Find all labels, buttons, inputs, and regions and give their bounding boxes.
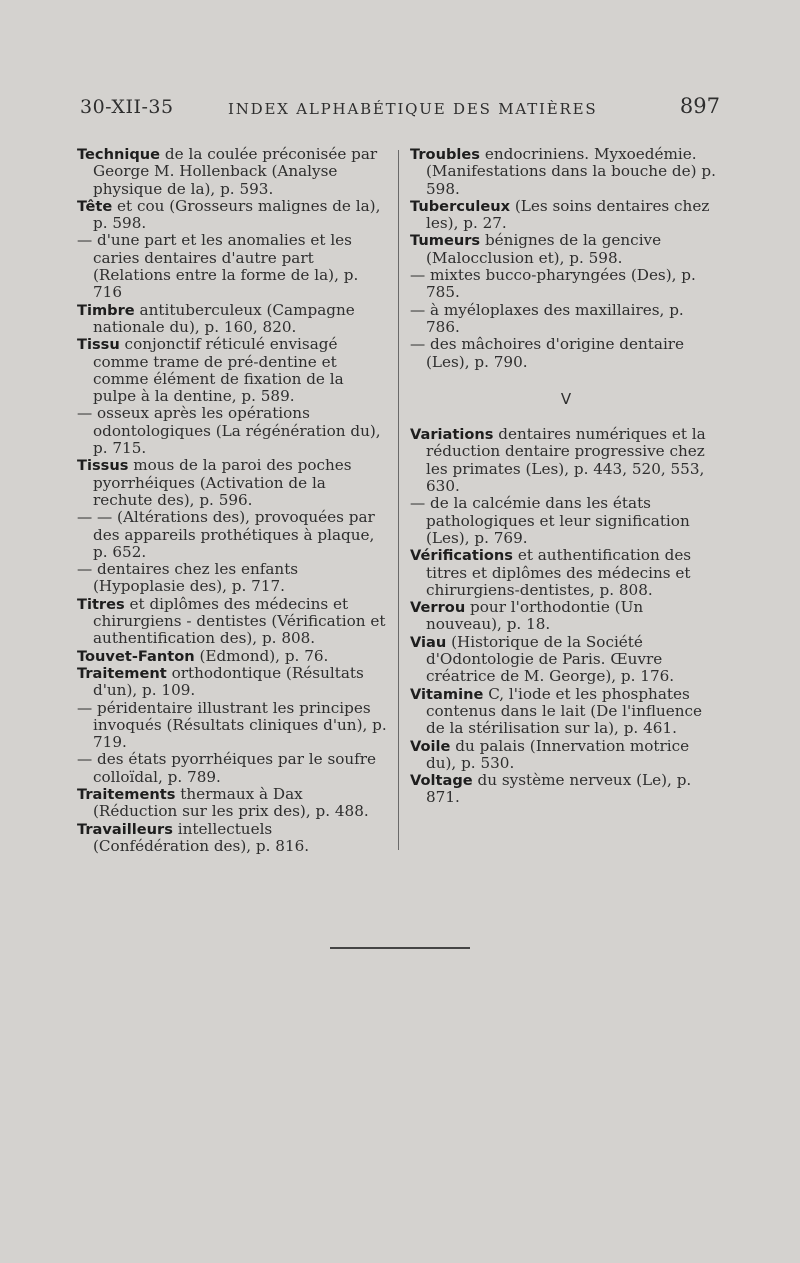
index-entry <box>77 648 389 665</box>
entry-keyword: Variations <box>410 426 494 444</box>
index-entry <box>410 772 722 807</box>
index-entry <box>77 561 389 596</box>
index-entry <box>410 336 722 371</box>
entry-keyword: Technique <box>77 146 161 163</box>
entry-text: pour l'orthodontie (Un nouveau), p. 18. <box>426 598 644 634</box>
entry-text: mous de la paroi des poches pyorrhéiques (Activation de la rechute des), p. 596. <box>93 456 352 509</box>
index-entry <box>77 751 389 786</box>
index-entry <box>77 336 389 405</box>
entry-keyword: Titres <box>77 595 125 613</box>
index-entry <box>410 599 722 634</box>
entry-text: et authentification des titres et diplômes des médecins et chirurgiens-dentistes, p. 808. <box>426 546 692 599</box>
entry-text: — à myéloplaxes des maxillaires, p. 786. <box>410 300 684 336</box>
entry-text: (Les soins dentaires chez les), p. 27. <box>426 196 710 233</box>
left-column <box>77 146 389 855</box>
entry-text: et diplômes des médecins et chirurgiens - dentistes (Vérification et authentification des), p. 808. <box>93 594 386 648</box>
entry-text: et cou (Grosseurs malignes de la), p. 598. <box>93 196 381 233</box>
entry-keyword: Tissu <box>77 336 120 354</box>
section-letter-v: V <box>560 389 572 408</box>
index-entry <box>77 665 389 700</box>
entry-text: du système nerveux (Le), p. 871. <box>426 771 692 807</box>
column-divider <box>398 150 399 850</box>
entry-text: du palais (Innervation motrice du), p. 530. <box>426 736 690 772</box>
entry-keyword: Voltage <box>410 772 473 790</box>
entry-keyword: Tumeurs <box>410 232 481 250</box>
entry-text: C, l'iode et les phosphates contenus dans le lait (De l'influence de la stérilisation sur la), p. 461. <box>426 684 703 738</box>
entry-keyword: Tête <box>77 197 113 215</box>
entry-keyword: Traitement <box>77 664 167 682</box>
index-entry <box>77 700 389 752</box>
index-entry <box>77 509 389 561</box>
entry-text: — péridentaire illustrant les principes invoqués (Résultats cliniques d'un), p. 719. <box>77 698 387 752</box>
index-entry <box>410 146 722 198</box>
entry-text: endocriniens. Myxoedémie. (Manifestations dans la bouche de) p. 598. <box>426 145 716 198</box>
entry-keyword: Verrou <box>410 599 466 617</box>
page-header <box>80 92 720 122</box>
index-entry <box>410 686 722 738</box>
section-t-entries <box>410 146 722 371</box>
entry-text: bénignes de la gencive (Malocclusion et), p. 598. <box>426 231 662 267</box>
index-entry <box>77 405 389 457</box>
entry-keyword: Timbre <box>77 301 135 319</box>
entry-text: (Historique de la Société d'Odontologie de Paris. Œuvre créatrice de M. George), p. 176. <box>426 632 675 686</box>
entry-keyword: Tissus <box>77 457 129 475</box>
right-column <box>410 146 722 807</box>
entry-keyword: Voile <box>410 737 451 755</box>
index-entry <box>410 302 722 337</box>
index-entry <box>77 786 389 821</box>
index-entry <box>410 198 722 233</box>
index-entry <box>410 267 722 302</box>
entry-text: — de la calcémie dans les états pathologiques et leur signification (Les), p. 769. <box>410 494 690 547</box>
index-entry <box>410 738 722 773</box>
entry-text: — des états pyorrhéiques par le soufre colloïdal, p. 789. <box>77 750 377 786</box>
entry-keyword: Travailleurs <box>77 820 173 838</box>
index-entry <box>410 426 722 495</box>
index-entry <box>410 547 722 599</box>
entry-text: thermaux à Dax (Réduction sur les prix des), p. 488. <box>93 784 369 821</box>
entry-text: — osseux après les opérations odontologiques (La régénération du), p. 715. <box>77 404 381 458</box>
entry-text: — d'une part et les anomalies et les caries dentaires d'autre part (Relations entre la forme de la), p. 716 <box>77 231 359 302</box>
entry-keyword: Vitamine <box>410 685 484 703</box>
entry-text: antituberculeux (Campagne nationale du), p. 160, 820. <box>93 300 355 336</box>
entry-text: — mixtes bucco-pharyngées (Des), p. 785. <box>410 266 696 302</box>
entry-text: intellectuels (Confédération des), p. 816. <box>93 819 310 855</box>
index-entry <box>77 821 389 856</box>
entry-keyword: Traitements <box>77 785 176 803</box>
section-v-entries <box>410 426 722 807</box>
entry-text: conjonctif réticulé envisagé comme trame de pré-dentine et comme élément de fixation de la pulpe à la dentine, p. 589. <box>93 335 344 406</box>
index-entry <box>77 302 389 337</box>
entry-text: dentaires numériques et la réduction dentaire progressive chez les primates (Les), p. 443, 520, 553, 630. <box>426 425 706 496</box>
entry-keyword: Tuberculeux <box>410 197 511 215</box>
header-title: INDEX ALPHABÉTIQUE DES MATIÈRES <box>228 100 598 118</box>
entry-keyword: Troubles <box>410 146 480 163</box>
entry-text: de la coulée préconisée par George M. Hollenback (Analyse physique de la), p. 593. <box>93 145 378 198</box>
page-number: 897 <box>679 94 720 118</box>
entry-keyword: Viau <box>410 633 447 651</box>
index-entry <box>410 634 722 686</box>
entry-text: — dentaires chez les enfants (Hypoplasie des), p. 717. <box>77 560 299 596</box>
index-entry <box>77 146 389 198</box>
end-rule <box>330 947 470 949</box>
index-entry <box>410 495 722 547</box>
entry-text: (Edmond), p. 76. <box>194 646 329 665</box>
index-entry <box>77 596 389 648</box>
entry-text: orthodontique (Résultats d'un), p. 109. <box>93 663 364 700</box>
entry-keyword: Vérifications <box>410 547 513 565</box>
index-entry <box>77 232 389 301</box>
entry-text: — — (Altérations des), provoquées par des appareils prothétiques à plaque, p. 652. <box>77 508 375 561</box>
header-date: 30-XII-35 <box>80 96 174 118</box>
index-entry <box>77 198 389 233</box>
index-entry <box>77 457 389 509</box>
index-entry <box>410 232 722 267</box>
entry-keyword: Touvet-Fanton <box>77 647 195 665</box>
entry-text: — des mâchoires d'origine dentaire (Les), p. 790. <box>410 335 685 371</box>
